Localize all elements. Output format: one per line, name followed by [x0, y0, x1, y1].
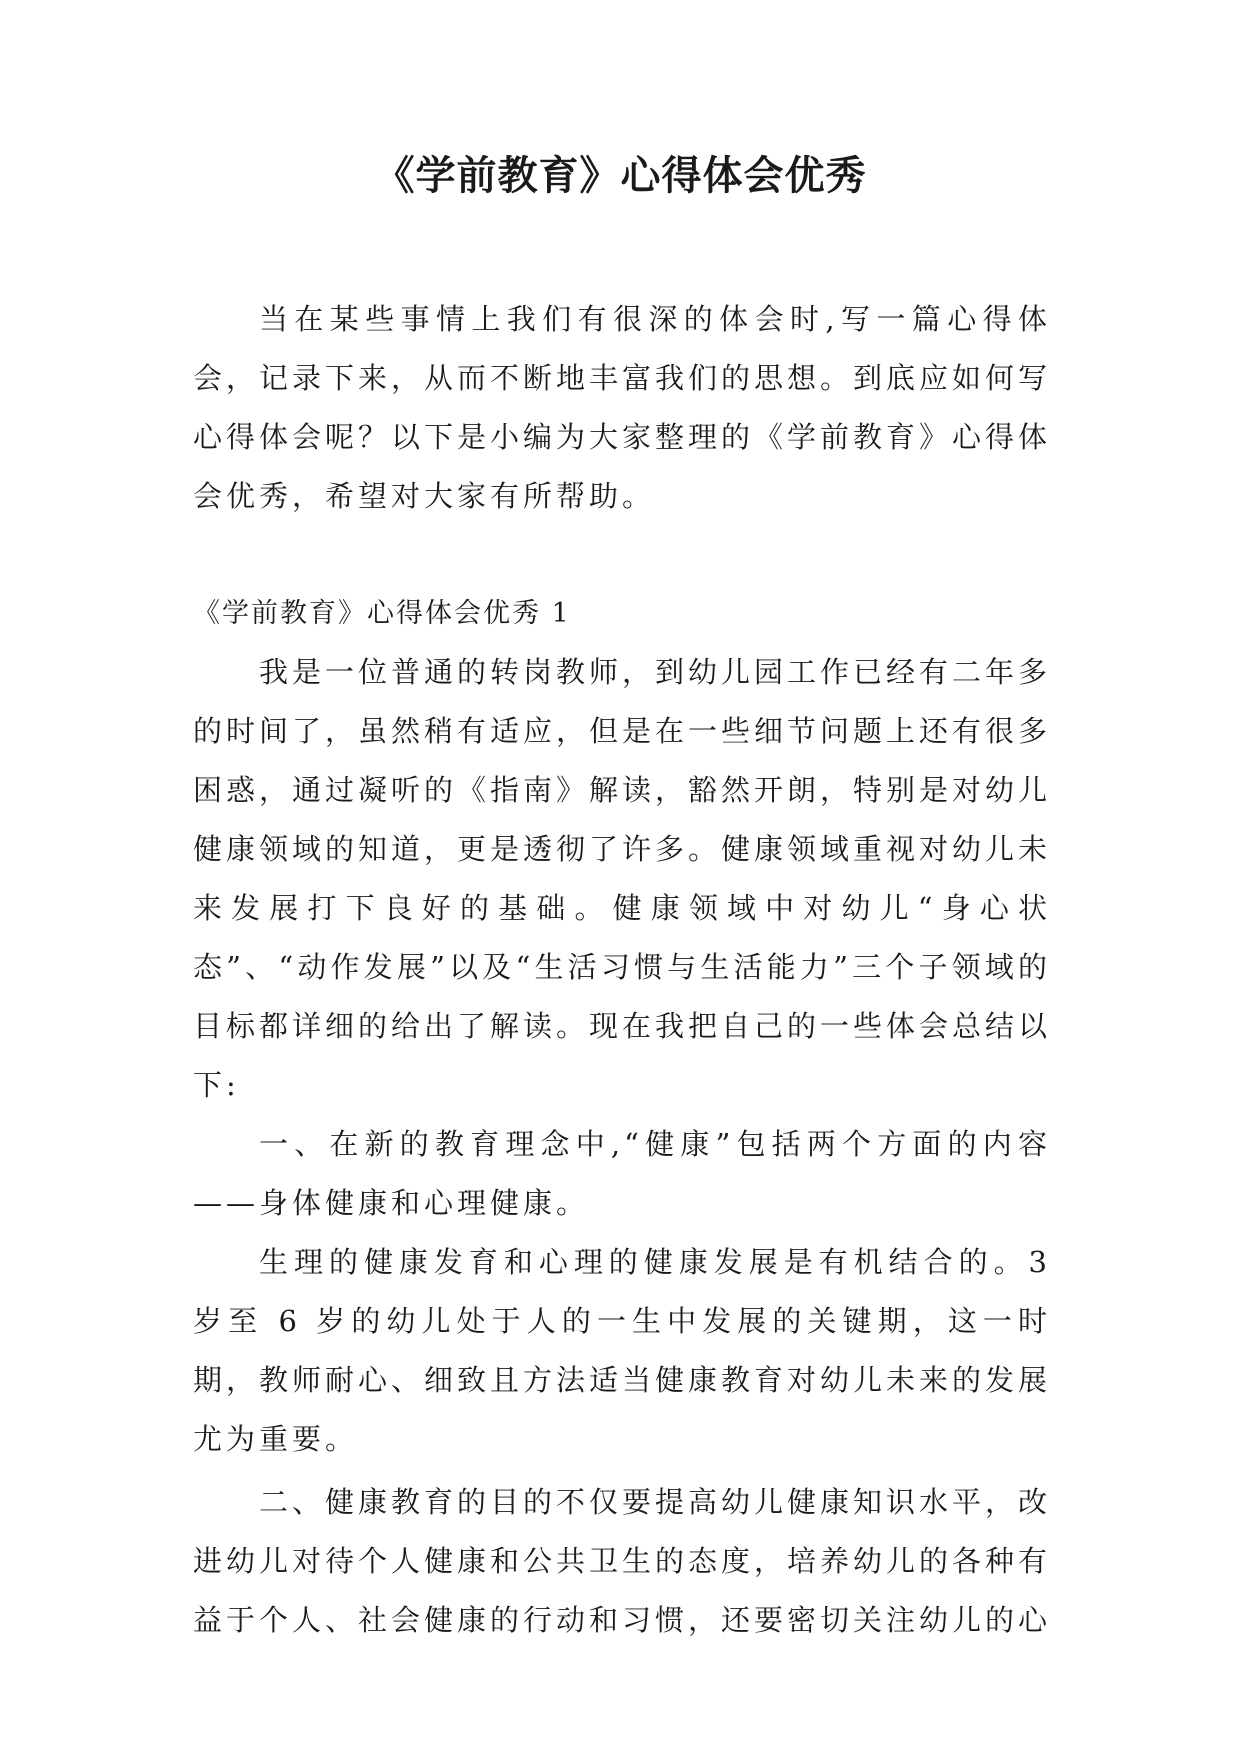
document-title: 《学前教育》心得体会优秀: [374, 153, 867, 199]
document-body: [193, 290, 1051, 1650]
section-heading: 《学前教育》心得体会优秀 1: [193, 598, 571, 629]
body-paragraph: 生理的健康发育和心理的健康发展是有机结合的。3 岁至 6 岁的幼儿处于人的一生中发展的关键期，这一时期，教师耐心、细致且方法适当健康教育对幼儿未来的发展尤为重要。: [193, 1245, 1052, 1456]
body-paragraph: 一、在新的教育理念中,“健康”包括两个方面的内容——身体健康和心理健康。: [193, 1127, 1051, 1220]
body-paragraph: 二、健康教育的目的不仅要提高幼儿健康知识水平，改进幼儿对待个人健康和公共卫生的态度，培养幼儿的各种有益于个人、社会健康的行动和习惯，还要密切关注幼儿的心: [193, 1485, 1052, 1637]
body-paragraph: 我是一位普通的转岗教师，到幼儿园工作已经有二年多的时间了，虽然稍有适应，但是在一些细节问题上还有很多困惑，通过凝听的《指南》解读，豁然开朗，特别是对幼儿健康领域的知道，更是透彻了许多。健康领域重视对幼儿未来发展打下良好的基础。健康领域中对幼儿“身心状态”、“动作发展”以及“生活习惯与生活能力”三个子领域的目标都详细的给出了解读。现在我把自己的一些体会总结以下:: [193, 655, 1052, 1102]
intro-paragraph: 当在某些事情上我们有很深的体会时,写一篇心得体会，记录下来，从而不断地丰富我们的思想。到底应如何写心得体会呢？以下是小编为大家整理的《学前教育》心得体会优秀，希望对大家有所帮助。: [193, 302, 1052, 513]
